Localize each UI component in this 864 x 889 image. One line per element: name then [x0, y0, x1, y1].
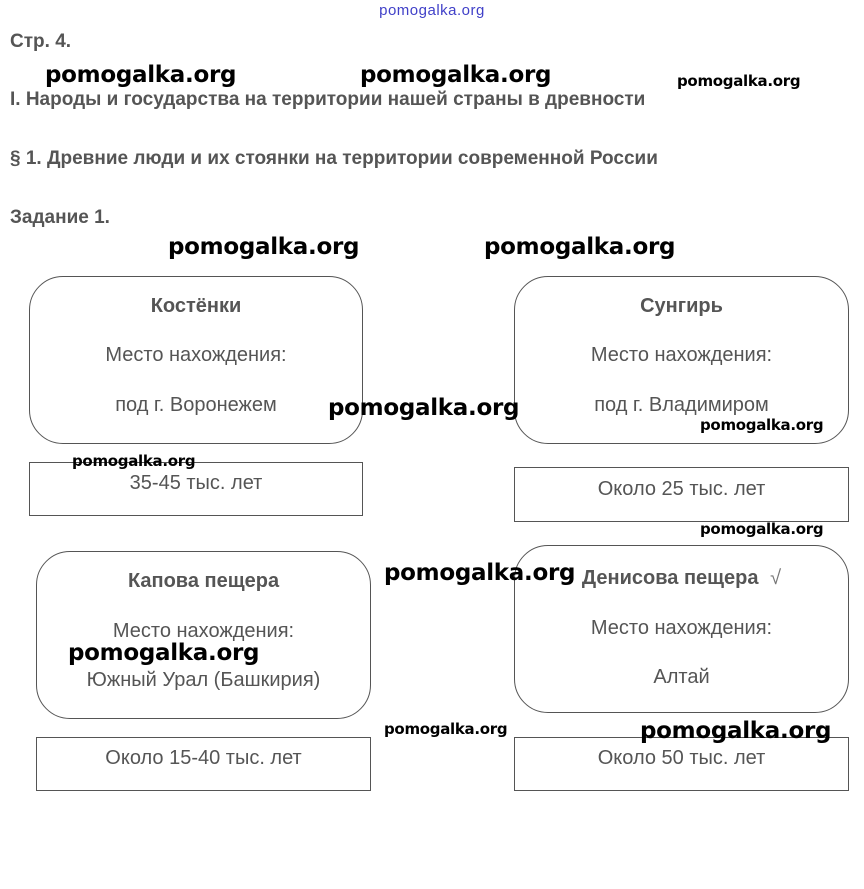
location-value: Южный Урал (Башкирия) — [86, 669, 321, 691]
page-number: Стр. 4. — [10, 31, 72, 52]
site-name: Костёнки — [150, 295, 242, 317]
watermark: pomogalka.org — [677, 72, 801, 90]
watermark: pomogalka.org — [700, 416, 824, 434]
watermark: pomogalka.org — [45, 62, 237, 88]
site-name: Сунгирь — [640, 295, 723, 317]
watermark: pomogalka.org — [72, 452, 196, 470]
watermark: pomogalka.org — [700, 520, 824, 538]
watermark: pomogalka.org — [328, 395, 520, 421]
watermark: pomogalka.org — [384, 720, 508, 738]
watermark: pomogalka.org — [68, 640, 260, 666]
watermark: pomogalka.org — [360, 62, 552, 88]
age-value: Около 50 тыс. лет — [597, 747, 766, 769]
site-card-kapova-cave — [36, 551, 371, 719]
age-box-kostenki — [29, 462, 363, 516]
check-mark-icon: √ — [770, 567, 782, 589]
age-value: 35-45 тыс. лет — [129, 472, 263, 494]
site-header: pomogalka.org — [379, 2, 485, 19]
chapter-title: I. Народы и государства на территории нашей страны в древности — [10, 89, 646, 110]
location-value: под г. Владимиром — [594, 394, 769, 416]
watermark: pomogalka.org — [640, 718, 832, 744]
watermark: pomogalka.org — [384, 560, 576, 586]
location-label: Место нахождения: — [590, 344, 773, 366]
section-title: § 1. Древние люди и их стоянки на территории современной России — [10, 148, 658, 169]
task-title: Задание 1. — [10, 207, 110, 228]
location-value: Алтай — [653, 666, 710, 688]
location-label: Место нахождения: — [590, 617, 773, 639]
site-name: Капова пещера — [127, 570, 280, 592]
location-label: Место нахождения: — [112, 620, 295, 642]
site-card-kostenki — [29, 276, 363, 444]
location-label: Место нахождения: — [105, 344, 287, 366]
site-name-text: Денисова пещера — [581, 567, 759, 589]
location-value: под г. Воронежем — [115, 394, 277, 416]
age-value: Около 15-40 тыс. лет — [105, 747, 302, 769]
age-box-denisova-cave — [514, 737, 849, 791]
age-value: Около 25 тыс. лет — [597, 478, 766, 500]
watermark: pomogalka.org — [484, 234, 676, 260]
age-box-kapova-cave — [36, 737, 371, 791]
age-box-sungir — [514, 467, 849, 522]
watermark: pomogalka.org — [168, 234, 360, 260]
